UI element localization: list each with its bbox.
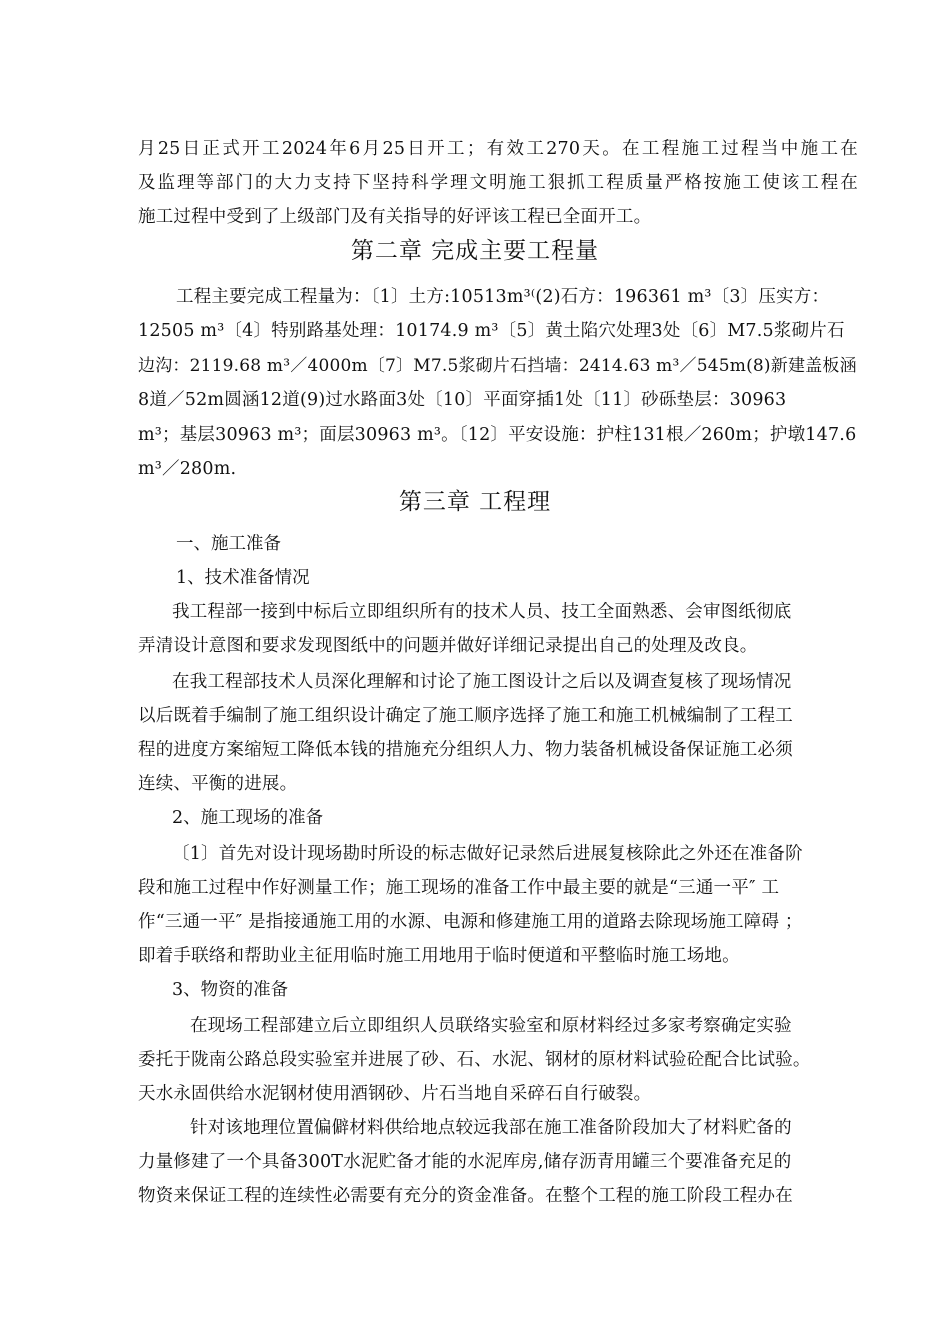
chapter-3-title: 第三章 工程理: [398, 489, 552, 515]
sub-3-line-6: 物资来保证工程的连续性必需要有充分的资金准备。在整个工程的施工阶段工程办在: [138, 1186, 793, 1206]
sub-2-line-4: 即着手联络和帮助业主征用临时施工用地用于临时便道和平整临时施工场地。: [138, 946, 740, 966]
sub-3-line-4: 针对该地理位置偏僻材料供给地点较远我部在施工准备阶段加大了材料贮备的: [190, 1118, 792, 1138]
intro-line-3: 施工过程中受到了上级部门及有关指导的好评该工程已全面开工。: [138, 207, 652, 227]
ch2-line-2: 12505 m³〔4〕特别路基处理：10174.9 m³〔5〕黄土陷穴处理3处〔6〕M7.5浆砌片石: [138, 321, 845, 341]
sub-1-line-5: 程的进度方案缩短工降低本钱的措施充分组织人力、物力装备机械设备保证施工必须: [138, 740, 793, 760]
sub-3-line-3: 天水永固供给水泥钢材使用酒钢砂、片石当地自采碎石自行破裂。: [138, 1084, 652, 1104]
ch2-line-6: m³／280m.: [138, 459, 237, 479]
chapter-2-title: 第二章 完成主要工程量: [350, 238, 600, 264]
intro-line-1: 月25日正式开工2024年6月25日开工；有效工270天。在工程施工过程当中施工在: [138, 139, 858, 159]
sub-1-line-2: 弄清设计意图和要求发现图纸中的问题并做好详细记录提出自己的处理及改良。: [138, 636, 758, 656]
section-1-title: 一、施工准备: [176, 534, 281, 554]
sub-2-line-1: 〔1〕首先对设计现场勘时所设的标志做好记录然后进展复核除此之外还在准备阶: [172, 844, 803, 864]
sub-2-line-3: 作“三通一平″ 是指接通施工用的水源、电源和修建施工用的道路去除现场施工障碍 ；: [138, 912, 803, 932]
sub-1-title: 1、技术准备情况: [176, 568, 310, 588]
ch2-line-1: 工程主要完成工程量为：〔1〕土方:10513m³⁽(2)石方：196361 m³〔3〕压实方：: [176, 287, 830, 307]
sub-3-title: 3、物资的准备: [172, 980, 289, 1000]
ch2-line-3: 边沟：2119.68 m³／4000m〔7〕M7.5浆砌片石挡墙：2414.63 m³／545m(8)新建盖板涵: [138, 356, 857, 376]
sub-1-line-1: 我工程部一接到中标后立即组织所有的技术人员、技工全面熟悉、会审图纸彻底: [172, 602, 792, 622]
intro-line-2: 及监理等部门的大力支持下坚持科学理文明施工狠抓工程质量严格按施工使该工程在: [138, 173, 858, 193]
sub-3-line-1: 在现场工程部建立后立即组织人员联络实验室和原材料经过多家考察确定实验: [190, 1016, 792, 1036]
ch2-line-5: m³；基层30963 m³；面层30963 m³。〔12〕平安设施：护柱131根／260m；护墩147.6: [138, 425, 857, 445]
sub-1-line-4: 以后既着手编制了施工组织设计确定了施工顺序选择了施工和施工机械编制了工程工: [138, 706, 793, 726]
ch2-line-4: 8道／52m圆涵12道(9)过水路面3处〔10〕平面穿插1处〔11〕砂砾垫层：30963: [138, 390, 787, 410]
sub-3-line-2: 委托于陇南公路总段实验室并进展了砂、石、水泥、钢材的原材料试验砼配合比试验。: [138, 1050, 811, 1070]
sub-1-line-3: 在我工程部技术人员深化理解和讨论了施工图设计之后以及调查复核了现场情况: [172, 672, 792, 692]
sub-1-line-6: 连续、平衡的进展。: [138, 774, 298, 794]
sub-3-line-5: 力量修建了一个具备300T水泥贮备才能的水泥库房,储存沥青用罐三个要准备充足的: [138, 1152, 792, 1172]
sub-2-line-2: 段和施工过程中作好测量工作；施工现场的准备工作中最主要的就是“三通一平″ 工: [138, 878, 780, 898]
sub-2-title: 2、施工现场的准备: [172, 808, 324, 828]
